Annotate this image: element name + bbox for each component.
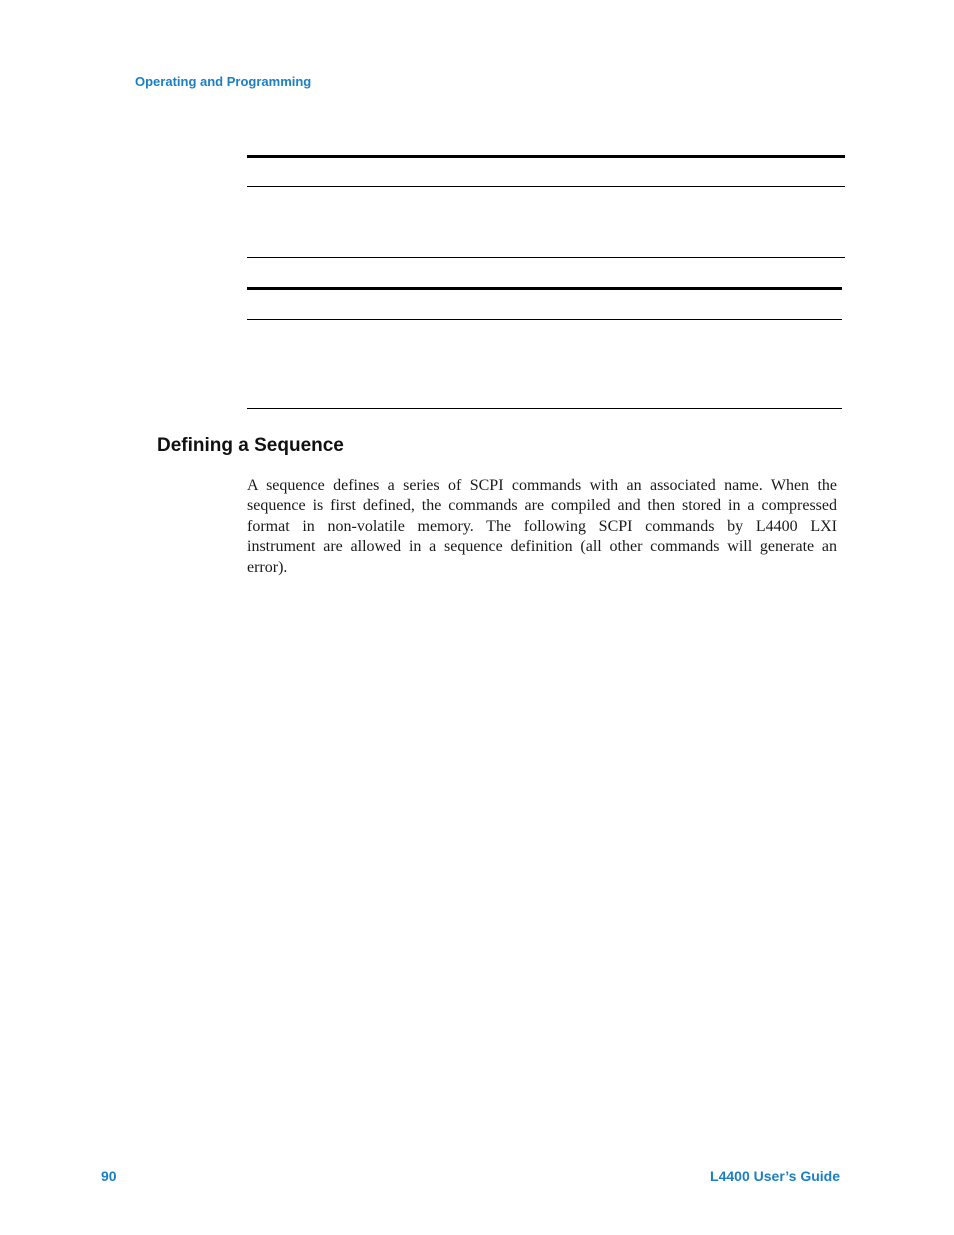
running-header: Operating and Programming: [135, 74, 312, 89]
table-header-rule: [247, 319, 842, 320]
table-top-rule: [247, 155, 845, 158]
table-bottom-rule: [247, 257, 845, 258]
guide-title: L4400 User’s Guide: [710, 1168, 840, 1184]
section-heading: Defining a Sequence: [157, 435, 344, 456]
body-paragraph: A sequence defines a series of SCPI commands with an associated name. When the sequence is first defined, the commands are compiled and then stored in a compressed format in non-volatile memory. The following SCPI commands by L4400 LXI instrument are allowed in a sequence definition (all other commands will generate an error).: [247, 477, 837, 576]
table-header-rule: [247, 186, 845, 187]
page-number: 90: [101, 1168, 117, 1184]
table-bottom-rule: [247, 408, 842, 409]
table-top-rule: [247, 287, 842, 290]
